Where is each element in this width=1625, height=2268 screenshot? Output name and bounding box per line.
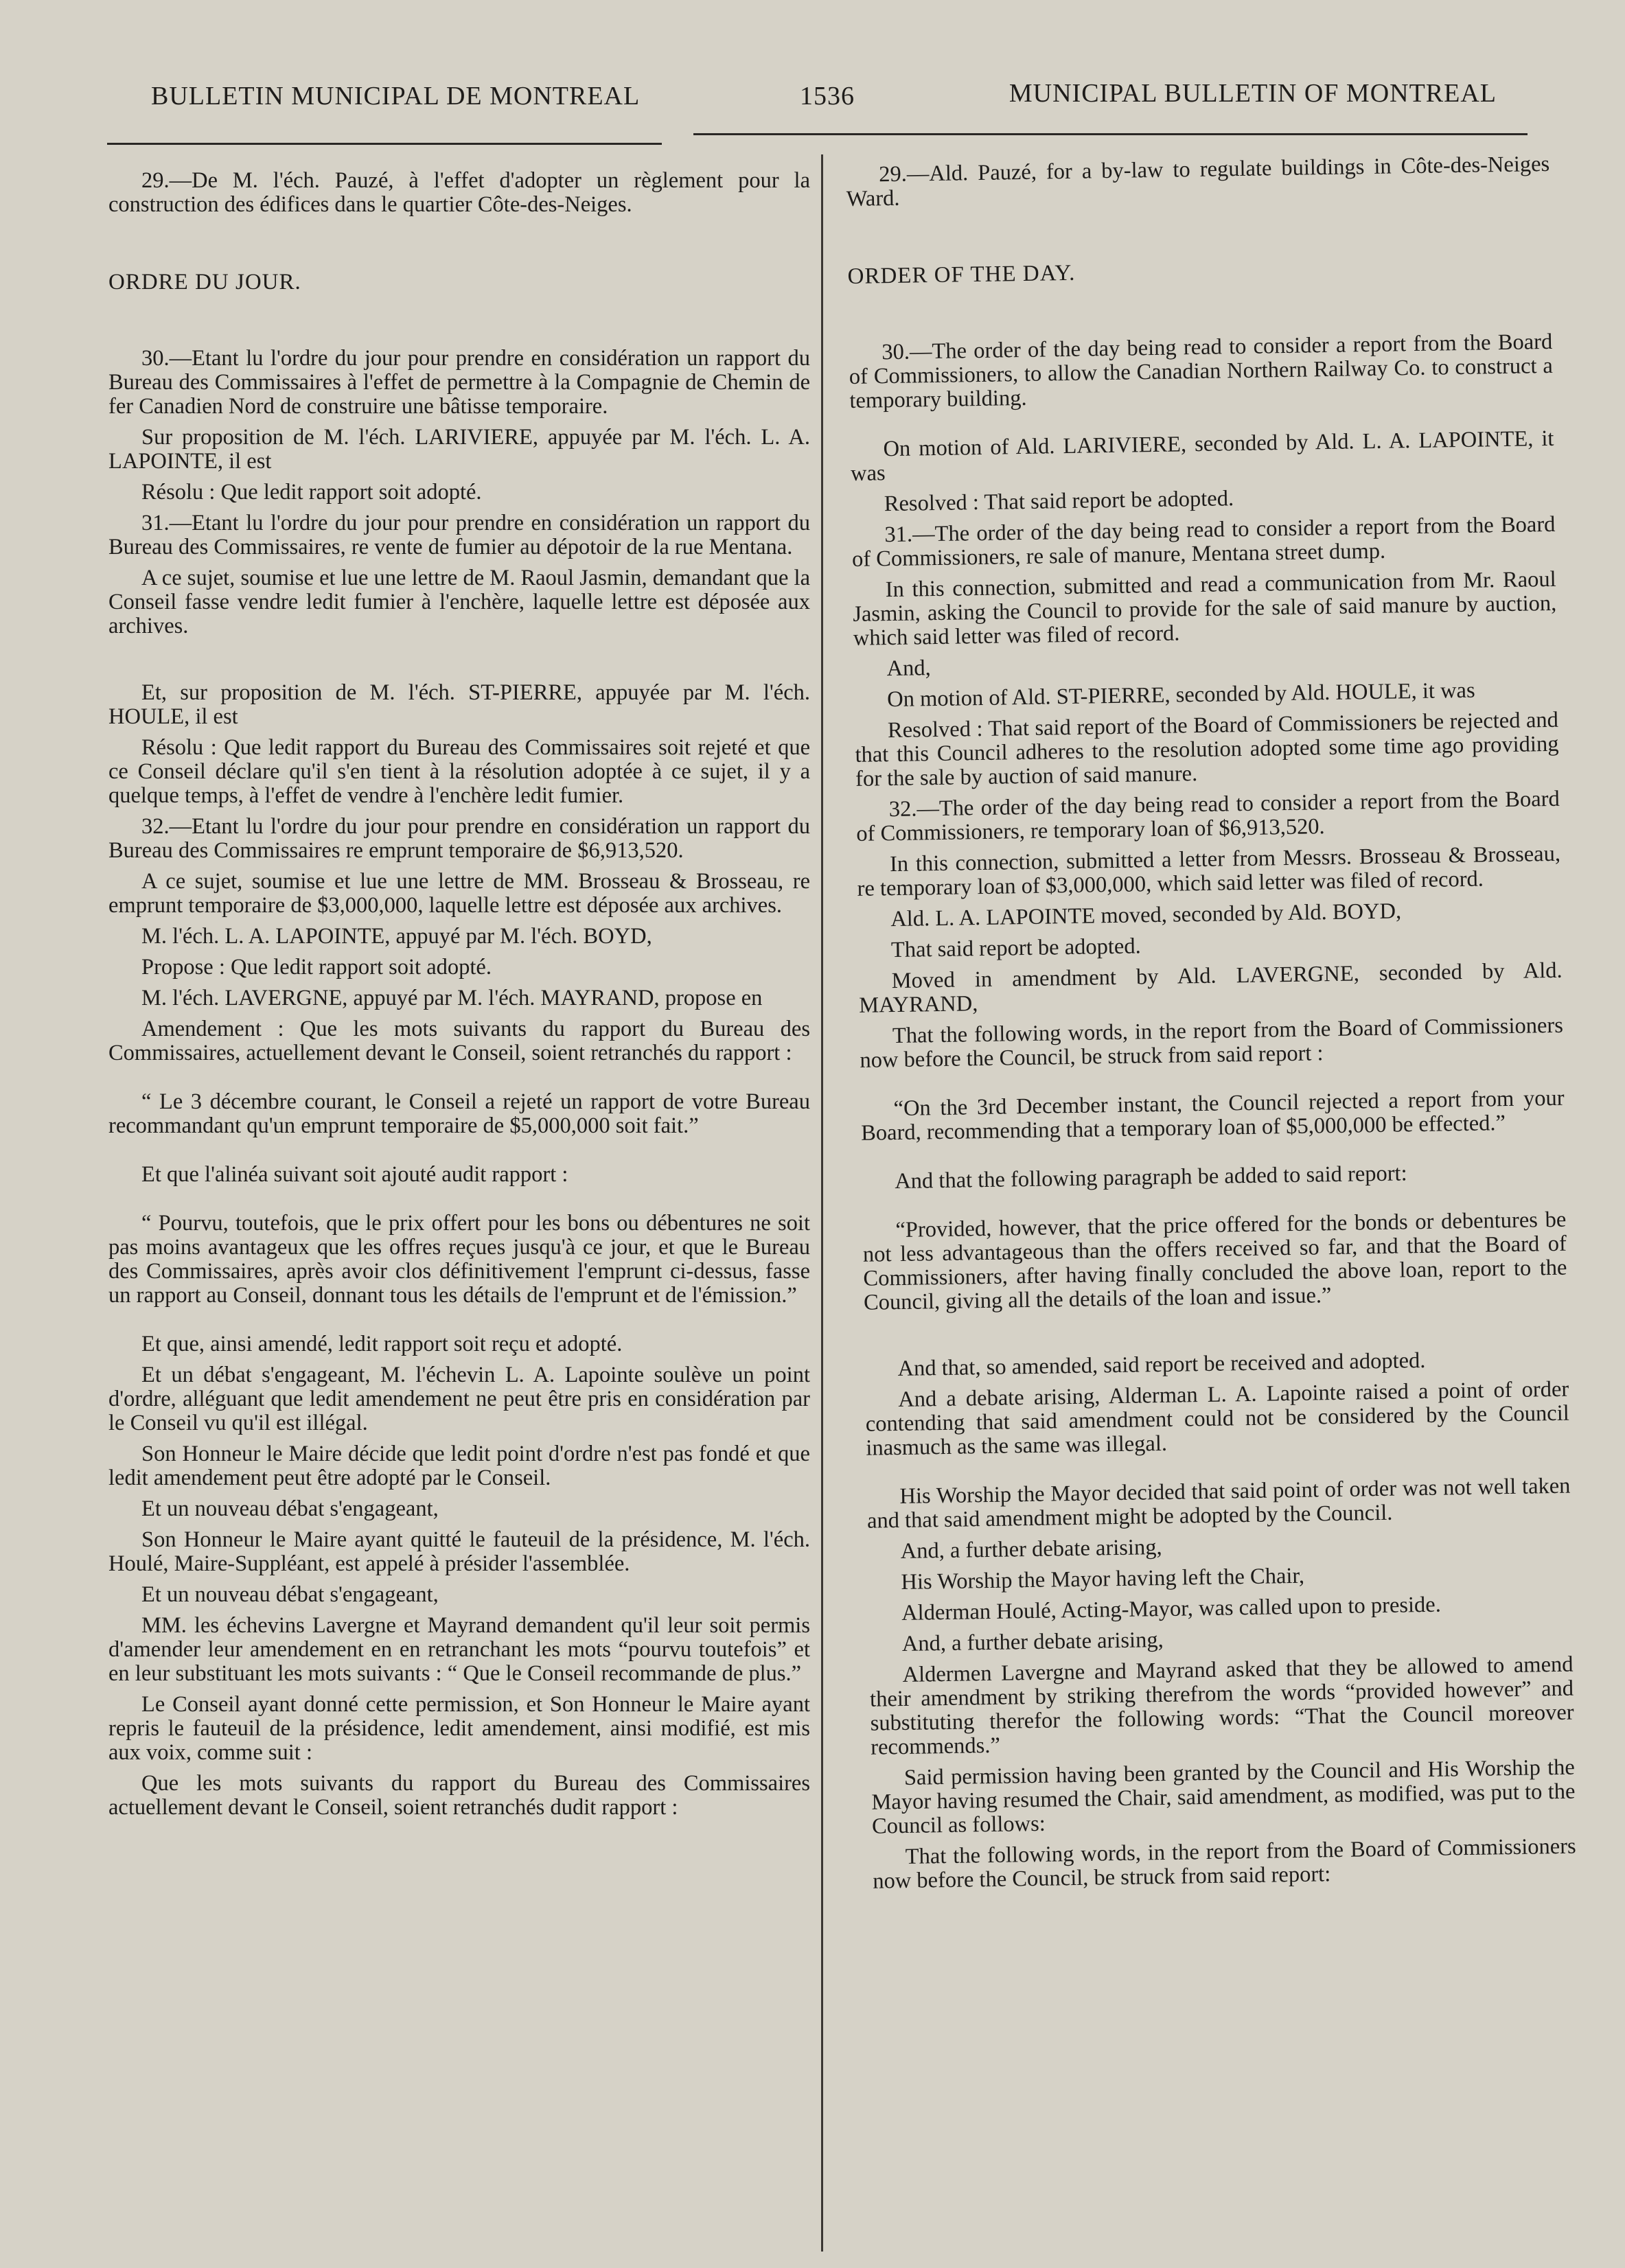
en-add-paragraph: And that the following paragraph be added to said report:	[895, 1161, 1407, 1194]
en-amended: And that, so amended, said report be received and adopted.	[897, 1347, 1426, 1382]
fr-item-29: 29.—De M. l'éch. Pauzé, à l'effet d'adopter un règlement pour la construction des édifices dans le quartier Côte-des-Neiges.	[108, 168, 810, 217]
fr-item-31-motion: Et, sur proposition de M. l'éch. ST-PIERRE, appuyée par M. l'éch. HOULE, il est	[108, 680, 810, 729]
en-quote-1: “On the 3rd December instant, the Council rejected a report from your Board, recommending that a temporary loan of $5,000,000 be effected.”	[860, 1085, 1565, 1146]
en-item-30-resolved: Resolved : That said report be adopted.	[884, 486, 1234, 517]
header-rule-left	[107, 143, 662, 145]
fr-item-30: 30.—Etant lu l'ordre du jour pour prendre en considération un rapport du Bureau des Commissaires à l'effet de permettre à la Compagnie de Chemin de fer Canadien Nord de construire une bâtisse temporaire.	[108, 346, 810, 419]
fr-debate-3: Et un nouveau débat s'engageant,	[141, 1582, 439, 1607]
en-acting-mayor: Alderman Houlé, Acting-Mayor, was called upon to preside.	[901, 1592, 1442, 1625]
french-column	[108, 169, 810, 1827]
en-item-30: 30.—The order of the day being read to consider a report from the Board of Commissioners, to allow the Canadian Northern Railway Co. to construct a temporary building.	[849, 329, 1554, 413]
fr-permission: Le Conseil ayant donné cette permission, et Son Honneur le Maire ayant repris le fauteuil de la présidence, ledit amendement, ainsi modifié, est mis aux voix, comme suit :	[108, 1692, 810, 1765]
fr-debate-2: Et un nouveau débat s'engageant,	[141, 1496, 439, 1521]
en-item-32-moved: Ald. L. A. LAPOINTE moved, seconded by Ald. BOYD,	[890, 899, 1402, 932]
en-item-29: 29.—Ald. Pauzé, for a by-law to regulate buildings in Côte-des-Neiges Ward.	[846, 151, 1550, 211]
fr-quote-1: “ Le 3 décembre courant, le Conseil a rejeté un rapport de votre Bureau recommandant qu'un emprunt temporaire de $5,000,000 soit fait.”	[108, 1089, 810, 1138]
fr-item-30-motion: Sur proposition de M. l'éch. LARIVIERE, appuyée par M. l'éch. L. A. LAPOINTE, il est	[108, 425, 810, 474]
fr-item-32-moved: M. l'éch. L. A. LAPOINTE, appuyé par M. l'éch. BOYD,	[141, 924, 652, 949]
en-debate-3: And, a further debate arising,	[901, 1628, 1164, 1656]
en-permission: Said permission having been granted by the Council and His Worship the Mayor having resumed the Chair, said amendment, as modified, was put to the Council as follows:	[871, 1755, 1576, 1839]
page-header	[151, 81, 1497, 122]
fr-debate-1: Et un débat s'engageant, M. l'échevin L. A. Lapointe soulève un point d'ordre, alléguant que ledit amendement ne peut être pris en considération par le Conseil vu qu'il est illégal.	[108, 1363, 810, 1435]
en-item-32-amend-by: Moved in amendment by Ald. LAVERGNE, seconded by Ald. MAYRAND,	[858, 958, 1563, 1018]
fr-quote-2: “ Pourvu, toutefois, que le prix offert pour les bons ou débentures ne soit pas moins avantageux que les offres reçues jusqu'à ce jour, et que le Bureau des Commissaires, après avoir clos définitivement l'emprunt ci-dessus, fasse un rapport au Conseil, donnant tous les détails de l'emprunt et de l'émission.”	[108, 1211, 810, 1308]
header-rule-right	[693, 133, 1528, 135]
en-item-30-motion: On motion of Ald. LARIVIERE, seconded by Ald. L. A. LAPOINTE, it was	[850, 426, 1554, 486]
fr-final: Que les mots suivants du rapport du Bureau des Commissaires actuellement devant le Conseil, soient retranchés dudit rapport :	[108, 1771, 810, 1820]
fr-mayor-decides: Son Honneur le Maire décide que ledit point d'ordre n'est pas fondé et que ledit amendement peut être adopté par le Conseil.	[108, 1442, 810, 1490]
fr-amended: Et que, ainsi amendé, ledit rapport soit reçu et adopté.	[141, 1332, 623, 1356]
en-item-32-that: That said report be adopted.	[890, 934, 1141, 963]
header-english-title: MUNICIPAL BULLETIN OF MONTREAL	[1009, 79, 1497, 108]
en-mayor-decides: His Worship the Mayor decided that said point of order was not well taken and that said amendment might be adopted by the Council.	[866, 1473, 1571, 1534]
en-item-31-motion: On motion of Ald. ST-PIERRE, seconded by Ald. HOULE, it was	[886, 678, 1475, 713]
fr-aldermen-ask: MM. les échevins Lavergne et Mayrand demandent qu'il leur soit permis d'amender leur amendement en en retranchant les mots “pourvu toutefois” et en leur substituant les mots suivants : “ Que le Conseil recommande de plus.”	[108, 1613, 810, 1686]
en-item-32: 32.—The order of the day being read to consider a report from the Board of Commissioners, re temporary loan of $6,913,520.	[856, 786, 1560, 846]
fr-item-30-resolved: Résolu : Que ledit rapport soit adopté.	[141, 480, 482, 505]
fr-add-paragraph: Et que l'alinéa suivant soit ajouté audit rapport :	[141, 1162, 568, 1187]
fr-item-31-letter: A ce sujet, soumise et lue une lettre de M. Raoul Jasmin, demandant que la Conseil fasse vendre ledit fumier à l'enchère, laquelle lettre est déposée aux archives.	[108, 566, 810, 638]
en-item-32-letter: In this connection, submitted a letter from Messrs. Brosseau & Brosseau, re temporary loan of $3,000,000, which said letter was filed of record.	[857, 841, 1561, 901]
fr-item-32: 32.—Etant lu l'ordre du jour pour prendre en considération un rapport du Bureau des Commissaires re emprunt temporaire de $6,913,520.	[108, 814, 810, 863]
fr-mayor-left: Son Honneur le Maire ayant quitté le fauteuil de la présidence, M. l'éch. Houlé, Maire-Suppléant, est appelé à présider l'assemblée.	[108, 1527, 810, 1576]
en-item-32-amendment: That the following words, in the report from the Board of Commissioners now before the Council, be struck from said report :	[860, 1012, 1564, 1073]
english-column	[846, 152, 1577, 1901]
fr-item-32-amend-by: M. l'éch. LAVERGNE, appuyé par M. l'éch. MAYRAND, propose en	[141, 986, 763, 1010]
en-item-31-and: And,	[886, 656, 931, 682]
en-quote-2: “Provided, however, that the price offered for the bonds or debentures be not less advantageous than the offers received so far, and that the Board of Commissioners, after having finally concluded the above loan, report to the Council, giving all the details of the loan and issue.”	[862, 1207, 1567, 1315]
en-aldermen-ask: Aldermen Lavergne and Mayrand asked that they be allowed to amend their amendment by striking therefrom the words “provided however” and substituting therefor the following words: “That the Council moreover recommends.”	[869, 1652, 1574, 1760]
en-mayor-left: His Worship the Mayor having left the Chair,	[901, 1563, 1305, 1595]
fr-item-32-letter: A ce sujet, soumise et lue une lettre de MM. Brosseau & Brosseau, re emprunt temporaire de $3,000,000, laquelle lettre est déposée aux archives.	[108, 869, 810, 918]
en-order-of-day-heading: ORDER OF THE DAY.	[847, 260, 1076, 289]
fr-item-31-resolved: Résolu : Que ledit rapport du Bureau des Commissaires soit rejeté et que ce Conseil déclare qu'il s'en tient à la résolution adoptée à ce sujet, il y a quelque temps, à l'effet de vendre à l'enchère ledit fumier.	[108, 735, 810, 808]
fr-order-of-day-heading: ORDRE DU JOUR.	[108, 270, 301, 294]
en-final: That the following words, in the report from the Board of Commissioners now before the Council, be struck from said report:	[873, 1833, 1576, 1894]
page-number: 1536	[800, 82, 855, 111]
en-item-31-letter: In this connection, submitted and read a communication from Mr. Raoul Jasmin, asking the Council to provide for the sale of said manure by auction, which said letter was filed of record.	[853, 566, 1557, 651]
en-item-31-resolved: Resolved : That said report of the Board of Commissioners be rejected and that this Council adheres to the resolution adopted some time ago providing for the sale by auction of said manure.	[855, 707, 1559, 791]
en-item-31: 31.—The order of the day being read to consider a report from the Board of Commissioners, re sale of manure, Mentana street dump.	[851, 511, 1556, 572]
fr-item-31: 31.—Etant lu l'ordre du jour pour prendre en considération un rapport du Bureau des Commissaires, re vente de fumier au dépotoir de la rue Mentana.	[108, 511, 810, 559]
column-divider	[821, 154, 823, 2252]
en-debate-1: And a debate arising, Alderman L. A. Lapointe raised a point of order contending that said amendment could not be considered by the Council inasmuch as the same was illegal.	[865, 1376, 1570, 1461]
fr-item-32-propose: Propose : Que ledit rapport soit adopté.	[141, 955, 492, 980]
header-french-title: BULLETIN MUNICIPAL DE MONTREAL	[151, 82, 641, 111]
fr-item-32-amendment: Amendement : Que les mots suivants du rapport du Bureau des Commissaires, actuellement devant le Conseil, soient retranchés du rapport :	[108, 1017, 810, 1065]
en-debate-2: And, a further debate arising,	[900, 1535, 1162, 1564]
